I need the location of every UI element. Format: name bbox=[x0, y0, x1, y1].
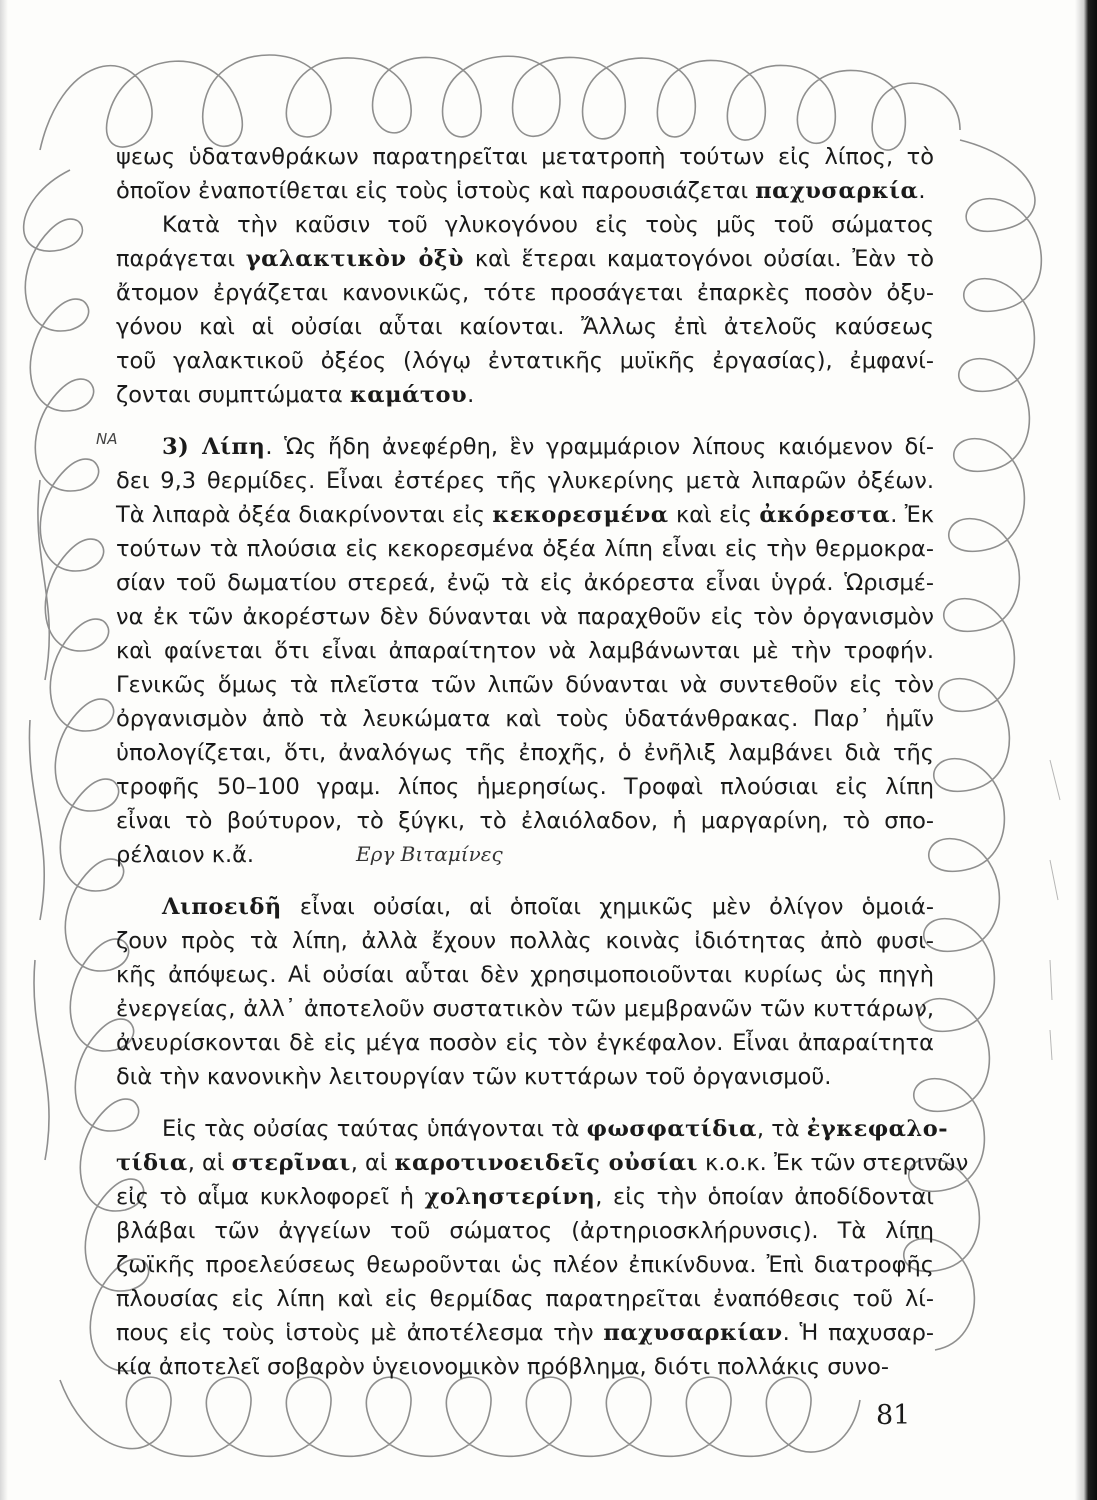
text-run: καὶ εἰς bbox=[668, 502, 760, 528]
bold-term: φωσφατίδια bbox=[586, 1116, 757, 1142]
bold-term: χοληστερίνη bbox=[424, 1184, 596, 1210]
text-run: , εἰς τὴν ὁποίαν ἀποδίδονται bbox=[595, 1184, 934, 1210]
text-run: ψεως ὑδατανθράκων παρατηρεῖται μετατροπὴ τούτων εἰς λίπος, τὸ bbox=[116, 144, 934, 170]
text-line bbox=[116, 770, 934, 804]
bold-term: καροτινοειδεῖς οὐσίαι bbox=[394, 1150, 698, 1176]
bold-term: κεκορεσμένα bbox=[492, 502, 669, 528]
paragraph bbox=[116, 140, 934, 208]
text-run: τροφῆς 50–100 γραμ. λίπος ἡμερησίως. Τροφαὶ πλούσιαι εἰς λίπη bbox=[116, 774, 934, 800]
text-run: καὶ φαίνεται ὅτι εἶναι ἀπαραίτητον νὰ λαμβάνωνται μὲ τὴν τροφήν. bbox=[116, 638, 934, 664]
text-run: . bbox=[467, 382, 475, 408]
paragraph bbox=[116, 1112, 969, 1384]
bold-term: ἀκόρεστα bbox=[759, 502, 891, 528]
text-run: εἶναι τὸ βούτυρον, τὸ ξύγκι, τὸ ἐλαιόλαδον, ἡ μαργαρίνη, τὸ σπο- bbox=[116, 808, 934, 834]
text-run: εἰς τὸ αἷμα κυκλοφορεῖ ἡ bbox=[116, 1184, 425, 1210]
text-line bbox=[116, 890, 934, 924]
text-run: , αἱ bbox=[350, 1150, 395, 1176]
text-line bbox=[116, 140, 934, 174]
bold-term: Λιποειδῆ bbox=[162, 894, 282, 920]
bold-term: καμάτου bbox=[349, 382, 468, 408]
margin-annotation: ΝΑ bbox=[96, 430, 118, 448]
text-run: κῆς ἀπόψεως. Αἱ οὐσίαι αὗται δὲν χρησιμοποιοῦνται κυρίως ὡς πηγὴ bbox=[116, 962, 934, 988]
text-run: ὁποῖον ἐναποτίθεται εἰς τοὺς ἱστοὺς καὶ παρουσιάζεται bbox=[116, 178, 756, 204]
text-line bbox=[116, 1026, 934, 1060]
bold-term: 3) Λίπη bbox=[162, 434, 266, 460]
text-line bbox=[116, 276, 934, 310]
text-run: Κατὰ τὴν καῦσιν τοῦ γλυκογόνου εἰς τοὺς μῦς τοῦ σώματος bbox=[162, 212, 934, 238]
text-run: σίαν τοῦ δωματίου στερεά, ἐνῷ τὰ εἰς ἀκόρεστα εἶναι ὑγρά. Ὡρισμέ- bbox=[116, 570, 934, 596]
text-run: . Ὡς ἤδη ἀνεφέρθη, ἓν γραμμάριον λίπους καιόμενον δί- bbox=[265, 434, 934, 460]
text-run: πους εἰς τοὺς ἱστοὺς μὲ ἀποτέλεσμα τὴν bbox=[116, 1320, 604, 1346]
text-run: . bbox=[918, 178, 926, 204]
text-line bbox=[116, 600, 934, 634]
text-line bbox=[116, 1146, 969, 1180]
text-run: βλάβαι τῶν ἀγγείων τοῦ σώματος (ἀρτηριοσκλήρυνσις). Τὰ λίπη bbox=[116, 1218, 934, 1244]
text-run: γόνου καὶ αἱ οὐσίαι αὗται καίονται. Ἄλλως ἐπὶ ἀτελοῦς καύσεως bbox=[116, 314, 934, 340]
text-run: πλουσίας εἰς λίπη καὶ εἰς θερμίδας παρατηρεῖται ἐναπόθεσις τοῦ λί- bbox=[116, 1286, 934, 1312]
text-line bbox=[116, 838, 934, 872]
text-run: κία ἀποτελεῖ σοβαρὸν ὑγειονομικὸν πρόβλημα, διότι πολλάκις συνο- bbox=[116, 1354, 889, 1380]
paragraph bbox=[116, 430, 934, 872]
text-run: ζωϊκῆς προελεύσεως θεωροῦνται ὡς πλέον ἐπικίνδυνα. Ἐπὶ διατροφῆς bbox=[116, 1252, 934, 1278]
text-line bbox=[116, 992, 934, 1026]
text-line bbox=[116, 1112, 949, 1146]
bold-term: γαλακτικὸν ὀξὺ bbox=[245, 246, 464, 272]
text-line bbox=[116, 924, 934, 958]
text-line bbox=[116, 1316, 934, 1350]
bold-term: ἐγκεφαλο- bbox=[806, 1116, 949, 1142]
text-line bbox=[116, 804, 934, 838]
text-line bbox=[116, 344, 934, 378]
text-run: . Ἐκ bbox=[890, 502, 935, 528]
text-run: καὶ ἕτεραι καματογόνοι οὐσίαι. Ἐὰν τὸ bbox=[463, 246, 934, 272]
text-line bbox=[116, 1350, 934, 1384]
text-line bbox=[116, 430, 934, 464]
text-line bbox=[116, 1214, 934, 1248]
text-line bbox=[116, 464, 934, 498]
text-line bbox=[116, 174, 934, 208]
text-run: , αἱ bbox=[187, 1150, 232, 1176]
text-line bbox=[116, 1248, 934, 1282]
text-run: ζονται συμπτώματα bbox=[116, 382, 350, 408]
text-line bbox=[116, 242, 934, 276]
text-run: δει 9,3 θερμίδες. Εἶναι ἐστέρες τῆς γλυκερίνης μετὰ λιπαρῶν ὀξέων. bbox=[116, 468, 934, 494]
text-run: , τὰ bbox=[756, 1116, 807, 1142]
text-line bbox=[116, 378, 934, 412]
bold-term: παχυσαρκία bbox=[755, 178, 919, 204]
right-margin-lines bbox=[1050, 760, 1060, 1060]
text-line bbox=[116, 566, 934, 600]
text-run: ἄτομον ἐργάζεται κανονικῶς, τότε προσάγεται ἐπαρκὲς ποσὸν ὀξυ- bbox=[116, 280, 934, 306]
text-line bbox=[116, 634, 934, 668]
text-run: Τὰ λιπαρὰ ὀξέα διακρίνονται εἰς bbox=[116, 502, 493, 528]
text-line bbox=[116, 498, 934, 532]
text-line bbox=[116, 736, 934, 770]
text-line bbox=[116, 1282, 934, 1316]
page-number: 81 bbox=[876, 1400, 911, 1431]
left-pencil-lettering bbox=[29, 480, 49, 1160]
top-loop-doodle bbox=[40, 55, 960, 150]
text-line bbox=[116, 310, 934, 344]
text-line bbox=[116, 958, 934, 992]
text-line bbox=[116, 532, 934, 566]
handwritten-signature: Εργ Βιταμίνες bbox=[356, 842, 503, 866]
paragraph bbox=[116, 208, 934, 412]
text-run: ρέλαιον κ.ἄ. bbox=[116, 842, 255, 868]
text-run: εἶναι οὐσίαι, αἱ ὁποῖαι χημικῶς μὲν ὀλίγον ὁμοιά- bbox=[281, 894, 934, 920]
text-run: . Ἡ παχυσαρ- bbox=[782, 1320, 934, 1346]
text-run: ἐνεργείας, ἀλλ᾽ ἀποτελοῦν συστατικὸν τῶν μεμβρανῶν τῶν κυττάρων, bbox=[116, 996, 934, 1022]
paragraph bbox=[116, 890, 934, 1094]
text-run: παράγεται bbox=[116, 246, 246, 272]
text-run: διὰ τὴν κανονικὴν λειτουργίαν τῶν κυττάρων τοῦ ὀργανισμοῦ. bbox=[116, 1064, 832, 1090]
text-run: ὑπολογίζεται, ὅτι, ἀναλόγως τῆς ἐποχῆς, ὁ ἐνῆλιξ λαμβάνει διὰ τῆς bbox=[116, 740, 934, 766]
text-line bbox=[116, 208, 934, 242]
text-line bbox=[116, 1060, 934, 1094]
text-run: Γενικῶς ὅμως τὰ πλεῖστα τῶν λιπῶν δύνανται νὰ συντεθοῦν εἰς τὸν bbox=[116, 672, 934, 698]
text-run: κ.ο.κ. Ἐκ τῶν στερινῶν bbox=[697, 1150, 969, 1176]
text-run: ὀργανισμὸν ἀπὸ τὰ λευκώματα καὶ τοὺς ὑδατάνθρακας. Παρ᾽ ἡμῖν bbox=[116, 706, 934, 732]
bottom-loop-doodle bbox=[60, 1377, 860, 1456]
text-line bbox=[116, 702, 934, 736]
text-run: τοῦ γαλακτικοῦ ὀξέος (λόγῳ ἐντατικῆς μυϊκῆς ἐργασίας), ἐμφανί- bbox=[116, 348, 934, 374]
text-line bbox=[116, 668, 934, 702]
text-line bbox=[116, 1180, 934, 1214]
text-run: ζουν πρὸς τὰ λίπη, ἀλλὰ ἔχουν πολλὰς κοινὰς ἰδιότητας ἀπὸ φυσι- bbox=[116, 928, 934, 954]
text-run: Εἰς τὰς οὐσίας ταύτας ὑπάγονται τὰ bbox=[162, 1116, 587, 1142]
bold-term: στερῖναι bbox=[231, 1150, 351, 1176]
text-run: τούτων τὰ πλούσια εἰς κεκορεσμένα ὀξέα λίπη εἶναι εἰς τὴν θερμοκρα- bbox=[116, 536, 934, 562]
bold-term: παχυσαρκίαν bbox=[603, 1320, 783, 1346]
bold-term: τίδια bbox=[116, 1150, 188, 1176]
text-run: ἀνευρίσκονται δὲ εἰς μέγα ποσὸν εἰς τὸν ἐγκέφαλον. Εἶναι ἀπαραίτητα bbox=[116, 1030, 934, 1056]
text-run: να ἐκ τῶν ἀκορέστων δὲν δύνανται νὰ παραχθοῦν εἰς τὸν ὀργανισμὸν bbox=[116, 604, 934, 630]
body-text bbox=[116, 140, 969, 1384]
